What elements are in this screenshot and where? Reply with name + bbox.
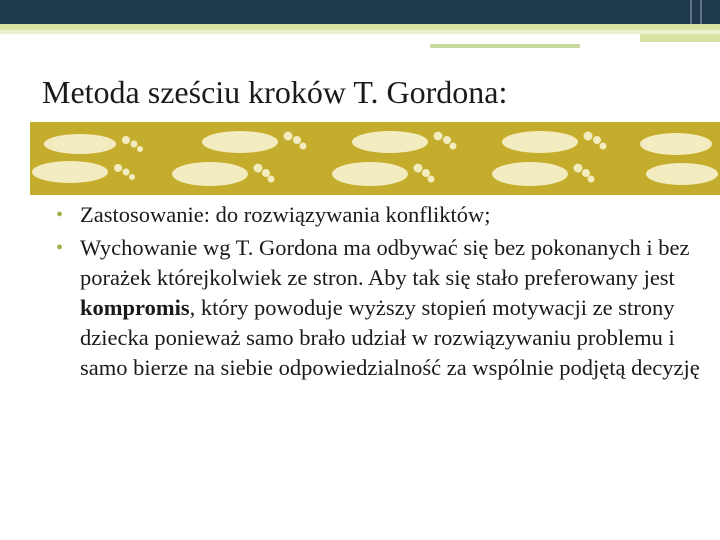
bullet-text: Zastosowanie: do rozwiązywania konfliktów;	[80, 202, 491, 227]
slide-title: Metoda sześciu kroków T. Gordona:	[42, 74, 508, 110]
footprint	[352, 131, 457, 153]
footprint	[202, 131, 307, 153]
footprint	[332, 162, 435, 186]
top-bar-notch	[690, 0, 692, 24]
footprint	[492, 162, 595, 186]
bullet-icon: •	[56, 237, 64, 259]
footprints-banner	[30, 122, 720, 195]
bullet-list	[56, 200, 716, 383]
bullet-icon: •	[56, 204, 64, 226]
top-bar	[0, 0, 720, 24]
footprint	[172, 162, 275, 186]
bullet-text	[80, 235, 700, 380]
bullet-bold-keyword: kompromis	[80, 295, 190, 320]
footprint	[32, 161, 135, 183]
bullet-item	[56, 233, 716, 383]
footprint	[502, 131, 607, 153]
bullet-item	[56, 200, 716, 230]
accent-stripe	[640, 34, 720, 42]
accent-stripe	[430, 44, 580, 48]
footprint	[640, 133, 712, 155]
footprints-icon	[30, 122, 720, 195]
accent-stripe	[0, 30, 720, 34]
bullet-text-part: Wychowanie wg T. Gordona ma odbywać się bez pokonanych i bez porażek którejkolwiek ze stron. Aby tak się stało preferowany jest	[80, 235, 690, 290]
bullet-text-part: , który powoduje wyższy stopień motywacji ze strony dziecka ponieważ samo brało udział w rozwiązywaniu problemu i samo bierze na siebie odpowiedzialność za wspólnie podjętą decyzję	[80, 295, 700, 380]
footprint	[44, 134, 143, 154]
top-bar-notch	[700, 0, 702, 24]
footprint	[646, 163, 718, 185]
